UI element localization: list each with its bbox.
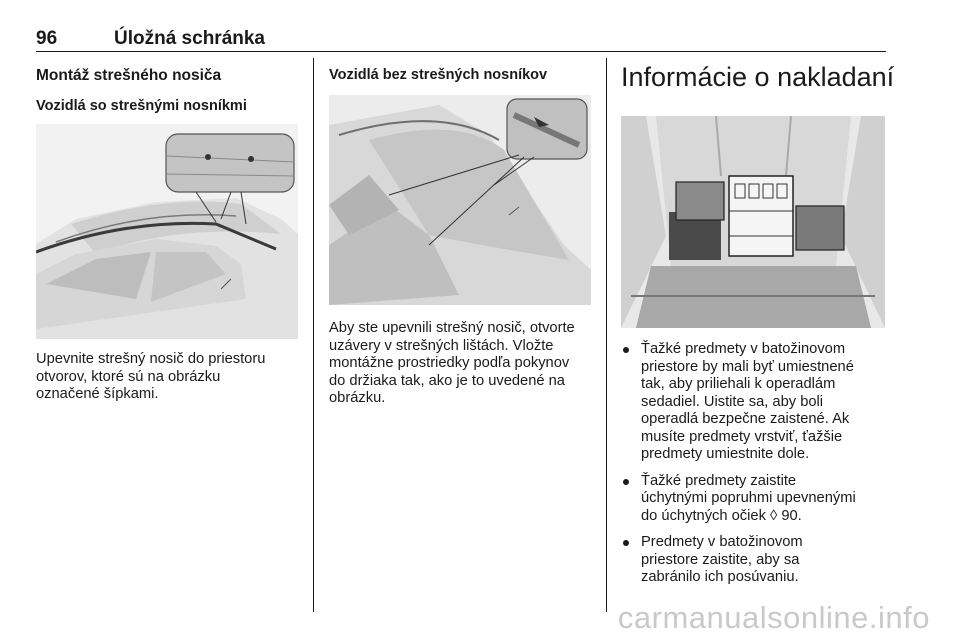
loading-tips-list [621,341,889,596]
list-item-text: Predmety v batožinovom priestore zaistite, aby sa zabránilo ich posúvaniu. [641,534,803,585]
subheading-with-rails: Vozidlá so strešnými nosníkmi [36,98,247,114]
loaded-trunk-illustration [621,116,885,328]
no-rails-instructions: Aby ste upevnili strešný nosič, otvorte uzávery v strešných lištách. Vložte montážne prostriedky podľa pokynov do držiaka tak, ako je to uvedené na obrázku. [329,320,575,406]
chapter-title: Úložná schránka [114,28,265,49]
bullet-icon [623,540,629,546]
subheading-without-rails: Vozidlá bez strešných nosníkov [329,67,548,83]
page-number: 96 [36,28,58,49]
column-divider-1 [313,58,314,612]
section-heading-roof-rack: Montáž strešného nosiča [36,67,222,84]
roof-rails-instructions: Upevnite strešný nosič do priestoru otvorov, ktoré sú na obrázku označené šípkami. [36,351,266,402]
car-roof-rails-illustration [36,124,298,339]
list-item-text: Ťažké predmety zaistite úchytnými popruhmi upevnenými do úchytných očiek ◊ 90. [641,472,856,524]
section-heading-loading: Informácie o nakladaní [621,62,895,92]
list-item [621,473,889,526]
site-watermark: carmanualsonline.info [617,600,930,635]
column-divider-2 [606,58,607,612]
list-item [621,341,889,464]
bullet-icon [623,347,629,353]
list-item [621,534,889,587]
bullet-icon [623,479,629,485]
car-roof-without-rails-illustration [329,95,591,305]
list-item-text: Ťažké predmety v batožinovom priestore by mali byť umiestnené tak, aby priliehali k operadlám sedadiel. Uistite sa, aby boli operadlá bezpečne zaistené. Ak musíte predmety vrstviť, ťažšie predmety umiestnite dole. [641,341,854,462]
header-divider [36,51,886,52]
